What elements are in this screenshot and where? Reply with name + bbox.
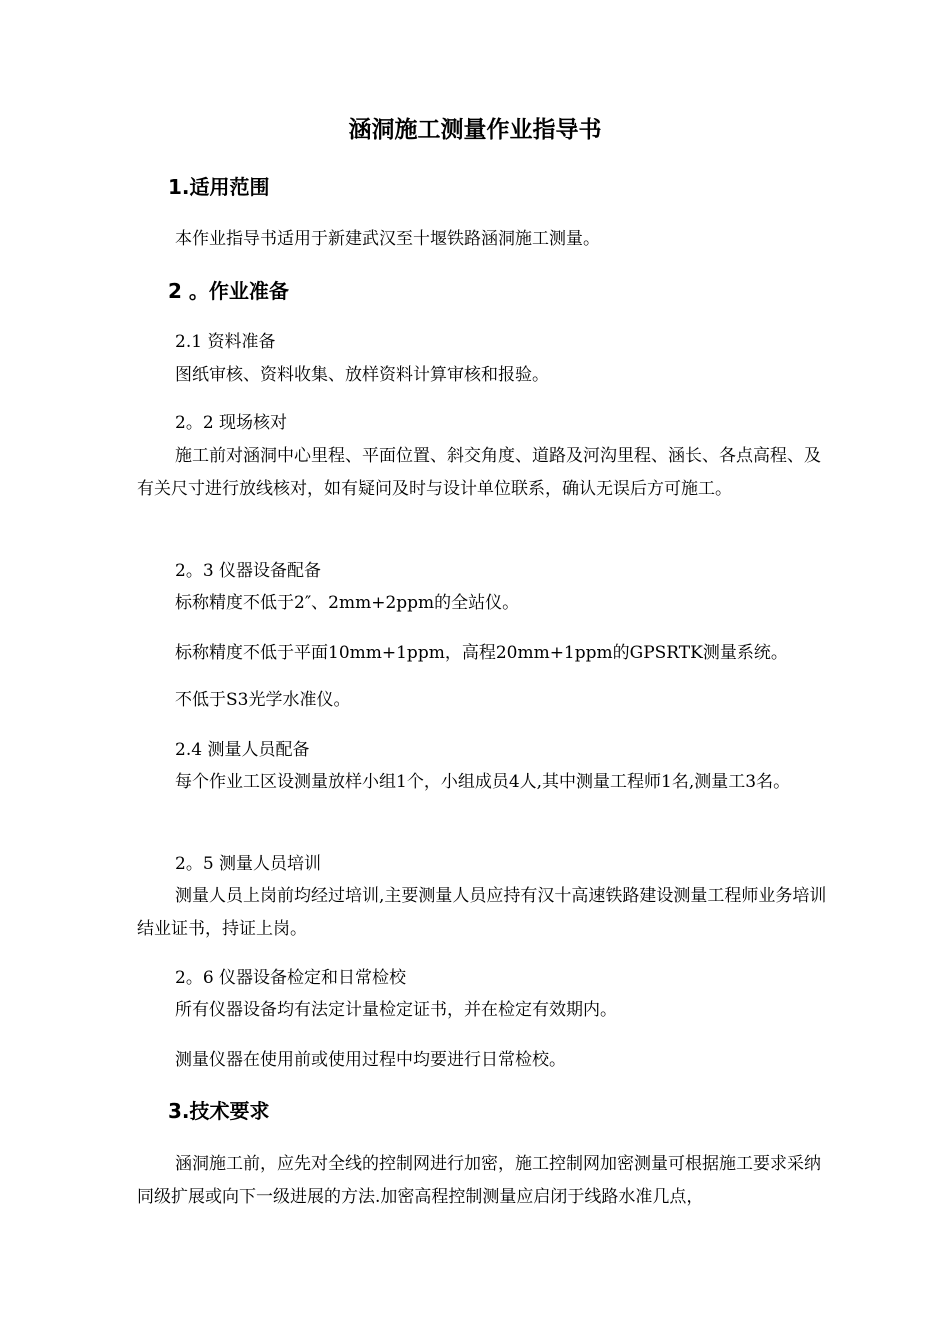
section-2-6-title: 2。6 仪器设备检定和日常检校	[175, 968, 407, 988]
section-2-5-title: 2。5 测量人员培训	[175, 854, 322, 874]
section-2-3-paragraph-3: 不低于S3光学水准仪。	[175, 690, 351, 710]
section-2-1-paragraph: 图纸审核、资料收集、放样资料计算审核和报验。	[175, 365, 549, 385]
section-2-3-paragraph-1: 标称精度不低于2″、2mm+2ppm的全站仪。	[175, 593, 520, 613]
section-2-3-paragraph-2: 标称精度不低于平面10mm+1ppm，高程20mm+1ppm的GPSRTK测量系统。	[175, 643, 788, 663]
section-2-6-paragraph-1: 所有仪器设备均有法定计量检定证书，并在检定有效期内。	[175, 1000, 617, 1020]
section-2-2-paragraph: 施工前对涵洞中心里程、平面位置、斜交角度、道路及河沟里程、涵长、各点高程、及有关尺寸进行放线核对，如有疑问及时与设计单位联系，确认无误后方可施工。	[137, 446, 821, 499]
section-2-5-paragraph: 测量人员上岗前均经过培训,主要测量人员应持有汉十高速铁路建设测量工程师业务培训结业证书，持证上岗。	[137, 886, 827, 939]
section-1-heading: 1.适用范围	[168, 175, 270, 199]
section-1-paragraph: 本作业指导书适用于新建武汉至十堰铁路涵洞施工测量。	[175, 229, 600, 249]
section-2-4-title: 2.4 测量人员配备	[175, 740, 310, 760]
section-2-heading: 2 。作业准备	[168, 279, 289, 303]
section-2-3-title: 2。3 仪器设备配备	[175, 561, 322, 581]
section-2-4-paragraph: 每个作业工区设测量放样小组1个，小组成员4人,其中测量工程师1名,测量工3名。	[175, 772, 791, 792]
section-2-1-title: 2.1 资料准备	[175, 332, 276, 352]
document-title: 涵洞施工测量作业指导书	[348, 117, 602, 143]
section-2-6-paragraph-2: 测量仪器在使用前或使用过程中均要进行日常检校。	[175, 1050, 566, 1070]
section-2-2-title: 2。2 现场核对	[175, 413, 288, 433]
section-3-paragraph: 涵洞施工前，应先对全线的控制网进行加密，施工控制网加密测量可根据施工要求采纳同级扩展或向下一级进展的方法.加密高程控制测量应启闭于线路水准几点，	[137, 1154, 821, 1207]
section-3-heading: 3.技术要求	[168, 1099, 270, 1123]
